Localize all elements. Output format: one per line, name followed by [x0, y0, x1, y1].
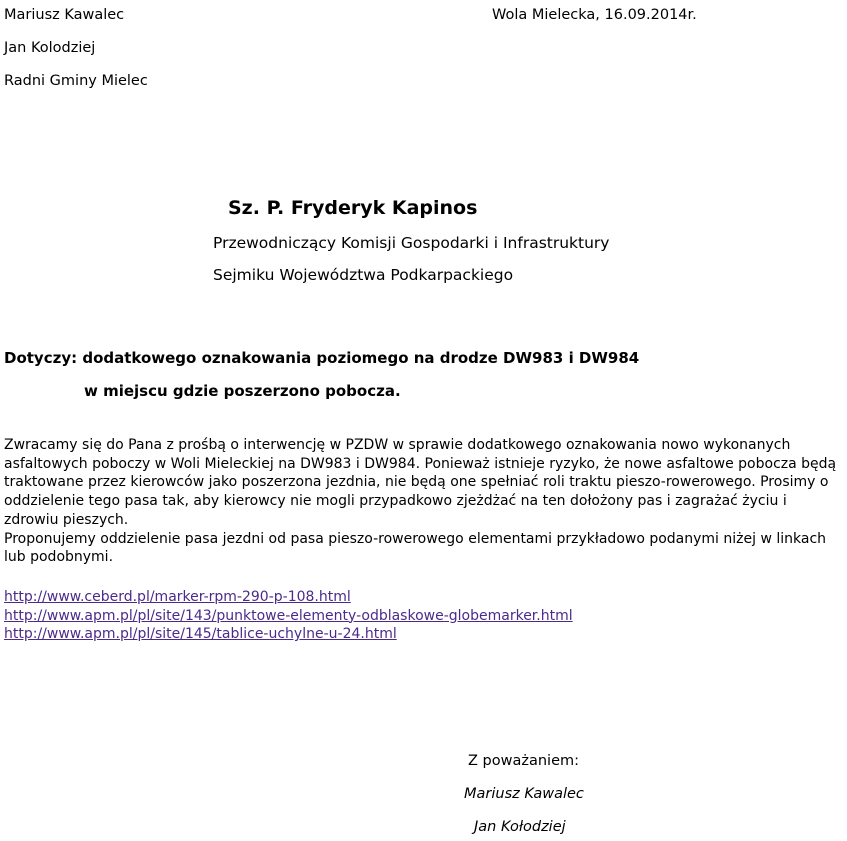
- sender-name-2: Jan Kolodziej: [4, 40, 96, 56]
- subject-line-2: w miejscu gdzie poszerzono pobocza.: [84, 382, 401, 400]
- addressee-title-1: Przewodniczący Komisji Gospodarki i Infrastruktury: [213, 234, 610, 252]
- closing-greeting: Z poważaniem:: [468, 753, 580, 769]
- body-paragraph-1: Zwracamy się do Pana z prośbą o interwencję w PZDW w sprawie dodatkowego oznakowania nowo wykonanych asfaltowych poboczy w Woli Mieleckiej na DW983 i DW984. Ponieważ istnieje ryzyko, że nowe asfaltowe pobocza będą traktowane przez kierowców jako poszerzona jezdnia, nie będą one spełniać roli traktu pieszo-rowerowego. Prosimy o oddzielenie tego pasa tak, aby kierowcy nie mogli przypadkowo zjeżdżać na ten dołożony pas i zagrażać życiu i zdrowiu pieszych.: [4, 437, 837, 528]
- signature-2: Jan Kołodziej: [474, 819, 566, 835]
- letter-body: [4, 436, 844, 567]
- link-apm-globemarker[interactable]: http://www.apm.pl/pl/site/143/punktowe-elementy-odblaskowe-globemarker.html: [4, 607, 573, 624]
- link-apm-tablice[interactable]: http://www.apm.pl/pl/site/145/tablice-uchylne-u-24.html: [4, 626, 397, 643]
- addressee-title-2: Sejmiku Województwa Podkarpackiego: [213, 266, 514, 284]
- sender-name-1: Mariusz Kawalec: [4, 7, 125, 23]
- signature-1: Mariusz Kawalec: [464, 786, 584, 802]
- link-ceberd-marker[interactable]: http://www.ceberd.pl/marker-rpm-290-p-108.html: [4, 589, 351, 605]
- subject-line-1: Dotyczy: dodatkowego oznakowania poziomego na drodze DW983 i DW984: [4, 349, 640, 367]
- sender-affiliation: Radni Gminy Mielec: [4, 73, 148, 89]
- addressee-name: Sz. P. Fryderyk Kapinos: [228, 197, 478, 219]
- body-paragraph-2: Proponujemy oddzielenie pasa jezdni od pasa pieszo-rowerowego elementami przykładowo podanymi niżej w linkach lub podobnymi.: [4, 530, 827, 566]
- reference-links: [4, 588, 573, 644]
- date-place: Wola Mielecka, 16.09.2014r.: [492, 7, 697, 23]
